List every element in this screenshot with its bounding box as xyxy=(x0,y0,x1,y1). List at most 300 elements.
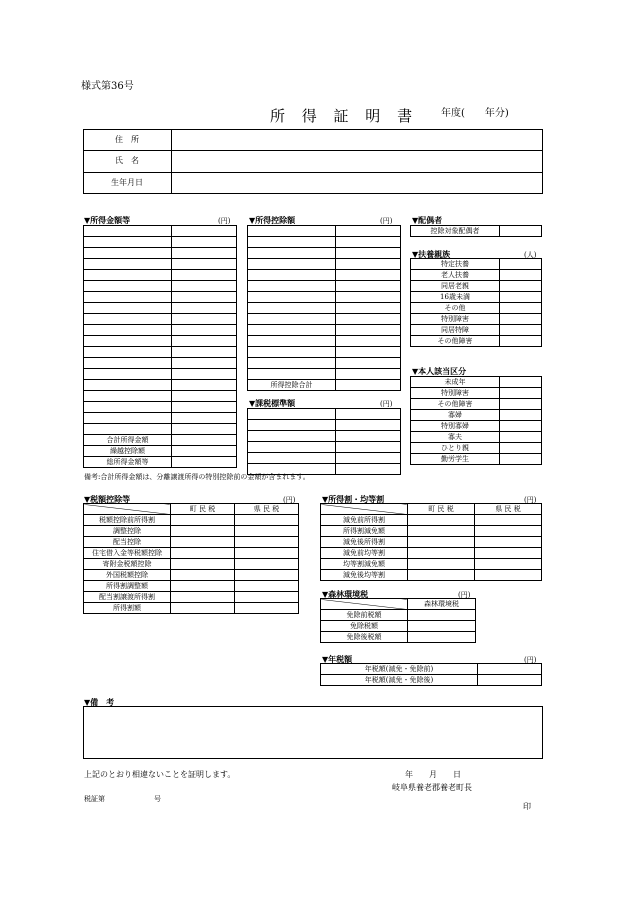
self-category-label: 未成年 xyxy=(411,377,500,388)
taxable-item-cell[interactable] xyxy=(248,431,336,442)
self-category-value-cell[interactable] xyxy=(500,388,542,399)
deduction-item-cell[interactable] xyxy=(248,314,336,325)
income-row xyxy=(84,259,237,270)
forest-value-cell[interactable] xyxy=(408,610,476,621)
tax-deduction-row xyxy=(84,570,299,581)
income-amount-cell[interactable] xyxy=(172,259,237,270)
income-per-capita-row xyxy=(321,548,542,559)
deduction-item-cell[interactable] xyxy=(248,237,336,248)
income-amount-cell[interactable] xyxy=(172,292,237,303)
tax-deduction-label: 配当割譲渡所得割 xyxy=(84,592,171,603)
deduction-amount-cell[interactable] xyxy=(336,237,401,248)
deduction-amount-cell[interactable] xyxy=(336,226,401,237)
self-category-value-cell[interactable] xyxy=(500,443,542,454)
address-label: 住 所 xyxy=(115,135,139,144)
deduction-item-cell[interactable] xyxy=(248,325,336,336)
income-amount-cell[interactable] xyxy=(172,402,237,413)
deduction-amount-cell[interactable] xyxy=(336,325,401,336)
dependents-row xyxy=(411,292,542,303)
self-category-table xyxy=(410,376,542,465)
dependents-unit: (人) xyxy=(524,251,537,259)
income-footer-label: 合計所得金額 xyxy=(84,435,172,446)
dependents-row xyxy=(411,325,542,336)
tax-deduction-value-cell[interactable] xyxy=(235,526,299,537)
income-row xyxy=(84,336,237,347)
annual-label: 年税額(減免・免除後) xyxy=(321,675,478,686)
spouse-value[interactable] xyxy=(500,226,542,237)
income-item-cell[interactable] xyxy=(84,402,172,413)
tax-deduction-value-cell[interactable] xyxy=(235,548,299,559)
dependents-row xyxy=(411,259,542,270)
page-title: 所 得 証 明 書 xyxy=(270,107,419,125)
deduction-item-cell[interactable] xyxy=(248,358,336,369)
dependents-value-cell[interactable] xyxy=(500,325,542,336)
deduction-row xyxy=(248,237,401,248)
taxable-amount-cell[interactable] xyxy=(336,453,401,464)
date-label: 年 月 日 xyxy=(405,770,461,779)
income-amount-cell[interactable] xyxy=(172,347,237,358)
annual-label: 年税額(減免・免除前) xyxy=(321,664,478,675)
deduction-amount-cell[interactable] xyxy=(336,281,401,292)
deduction-amount-cell[interactable] xyxy=(336,369,401,380)
tax-deduction-value-cell[interactable] xyxy=(235,570,299,581)
deduction-row xyxy=(248,380,401,391)
tax-deduction-value-cell[interactable] xyxy=(171,526,235,537)
income-item-cell[interactable] xyxy=(84,314,172,325)
tax-deduction-row xyxy=(84,581,299,592)
issuer-name: 岐阜県養老郡養老町長 xyxy=(392,783,472,792)
income-amount-cell[interactable] xyxy=(172,446,237,457)
income-item-cell[interactable] xyxy=(84,424,172,435)
forest-header-row xyxy=(321,599,476,610)
deduction-row xyxy=(248,358,401,369)
income-amount-cell[interactable] xyxy=(172,226,237,237)
deduction-row xyxy=(248,226,401,237)
forest-value-cell[interactable] xyxy=(408,621,476,632)
deduction-amount-cell[interactable] xyxy=(336,347,401,358)
deduction-amount-cell[interactable] xyxy=(336,259,401,270)
taxable-header: ▼課税標準額 xyxy=(249,398,296,408)
deduction-item-cell[interactable] xyxy=(248,248,336,259)
tax-deduction-value-cell[interactable] xyxy=(171,537,235,548)
income-amount-cell[interactable] xyxy=(172,281,237,292)
income-row xyxy=(84,380,237,391)
income-amount-cell[interactable] xyxy=(172,358,237,369)
tax-deduction-value-cell[interactable] xyxy=(171,548,235,559)
income-item-cell[interactable] xyxy=(84,391,172,402)
forest-row xyxy=(321,610,476,621)
income-footer-label: 総所得金額等 xyxy=(84,457,172,468)
self-category-label: 寡婦 xyxy=(411,410,500,421)
dependents-table xyxy=(410,258,542,347)
income-amount-cell[interactable] xyxy=(172,391,237,402)
income-per-capita-value-cell[interactable] xyxy=(475,559,542,570)
taxable-unit: (円) xyxy=(380,400,393,408)
deduction-amount-cell[interactable] xyxy=(336,303,401,314)
taxable-amount-cell[interactable] xyxy=(336,420,401,431)
deduction-total-label: 所得控除合計 xyxy=(248,380,336,391)
deduction-row xyxy=(248,303,401,314)
self-category-row xyxy=(411,432,542,443)
income-amount-cell[interactable] xyxy=(172,380,237,391)
taxable-item-cell[interactable] xyxy=(248,464,336,475)
taxable-amount-cell[interactable] xyxy=(336,442,401,453)
dependents-value-cell[interactable] xyxy=(500,303,542,314)
forest-value-cell[interactable] xyxy=(408,632,476,643)
income-per-capita-value-cell[interactable] xyxy=(408,526,475,537)
dependents-value-cell[interactable] xyxy=(500,281,542,292)
form-number: 様式第36号 xyxy=(81,81,134,92)
income-per-capita-value-cell[interactable] xyxy=(475,515,542,526)
income-item-cell[interactable] xyxy=(84,281,172,292)
taxable-amount-cell[interactable] xyxy=(336,431,401,442)
income-item-cell[interactable] xyxy=(84,259,172,270)
tax-deduction-label: 税額控除前所得割 xyxy=(84,515,171,526)
income-per-capita-value-cell[interactable] xyxy=(408,559,475,570)
tax-deduction-row xyxy=(84,515,299,526)
income-unit: (円) xyxy=(218,217,231,225)
income-row xyxy=(84,358,237,369)
remarks-header: ▼備 考 xyxy=(84,697,115,707)
taxable-amount-cell[interactable] xyxy=(336,464,401,475)
income-amount-cell[interactable] xyxy=(172,424,237,435)
taxable-row xyxy=(248,453,401,464)
dependents-value-cell[interactable] xyxy=(500,314,542,325)
self-category-row xyxy=(411,388,542,399)
deduction-amount-cell[interactable] xyxy=(336,292,401,303)
tax-deduction-unit: (円) xyxy=(283,496,296,504)
self-category-row xyxy=(411,421,542,432)
tax-deduction-value-cell[interactable] xyxy=(235,592,299,603)
income-row xyxy=(84,435,237,446)
income-per-capita-row xyxy=(321,537,542,548)
income-amount-cell[interactable] xyxy=(172,270,237,281)
income-row xyxy=(84,347,237,358)
income-row xyxy=(84,237,237,248)
tax-deduction-row xyxy=(84,592,299,603)
income-row xyxy=(84,457,237,468)
self-category-value-cell[interactable] xyxy=(500,421,542,432)
tax-deduction-table xyxy=(83,503,299,614)
income-per-capita-label: 減免前所得割 xyxy=(321,515,408,526)
deduction-total-cell[interactable] xyxy=(336,380,401,391)
self-category-label: ひとり親 xyxy=(411,443,500,454)
income-per-capita-unit: (円) xyxy=(524,496,537,504)
deduction-header: ▼所得控除額 xyxy=(249,215,296,225)
tax-deduction-value-cell[interactable] xyxy=(171,603,235,614)
income-item-cell[interactable] xyxy=(84,292,172,303)
dependents-label: その他障害 xyxy=(411,336,500,347)
income-row xyxy=(84,413,237,424)
dependents-label: その他 xyxy=(411,303,500,314)
income-row xyxy=(84,303,237,314)
dependents-value-cell[interactable] xyxy=(500,292,542,303)
income-per-capita-corner-cell xyxy=(321,504,408,515)
deduction-row xyxy=(248,248,401,259)
deduction-amount-cell[interactable] xyxy=(336,314,401,325)
self-category-value-cell[interactable] xyxy=(500,410,542,421)
income-per-capita-value-cell[interactable] xyxy=(475,526,542,537)
deduction-row xyxy=(248,325,401,336)
self-category-label: 寡夫 xyxy=(411,432,500,443)
taxable-item-cell[interactable] xyxy=(248,409,336,420)
taxable-row xyxy=(248,409,401,420)
dependents-row xyxy=(411,336,542,347)
income-per-capita-column-header: 県 民 税 xyxy=(475,504,542,515)
income-per-capita-value-cell[interactable] xyxy=(475,548,542,559)
income-row xyxy=(84,314,237,325)
self-category-value-cell[interactable] xyxy=(500,432,542,443)
tax-deduction-label: 調整控除 xyxy=(84,526,171,537)
income-row xyxy=(84,369,237,380)
forest-row xyxy=(321,621,476,632)
income-row xyxy=(84,270,237,281)
annual-header: ▼年税額 xyxy=(322,654,353,664)
income-item-cell[interactable] xyxy=(84,270,172,281)
income-per-capita-label: 減免後所得割 xyxy=(321,537,408,548)
deduction-row xyxy=(248,259,401,270)
income-amount-cell[interactable] xyxy=(172,237,237,248)
seal-mark: 印 xyxy=(523,802,531,811)
dependents-value-cell[interactable] xyxy=(500,270,542,281)
deduction-row xyxy=(248,336,401,347)
tax-deduction-value-cell[interactable] xyxy=(171,581,235,592)
tax-deduction-label: 所得割額 xyxy=(84,603,171,614)
tax-deduction-value-cell[interactable] xyxy=(171,592,235,603)
dependents-label: 特定扶養 xyxy=(411,259,500,270)
income-row xyxy=(84,248,237,259)
deduction-row xyxy=(248,281,401,292)
deduction-table xyxy=(247,225,401,391)
income-item-cell[interactable] xyxy=(84,303,172,314)
spouse-header: ▼配偶者 xyxy=(412,215,443,225)
birthdate-label: 生年月日 xyxy=(111,178,143,187)
income-item-cell[interactable] xyxy=(84,248,172,259)
tax-deduction-header-row xyxy=(84,504,299,515)
annual-value-cell[interactable] xyxy=(478,664,542,675)
taxable-row xyxy=(248,442,401,453)
deduction-row xyxy=(248,292,401,303)
tax-deduction-row xyxy=(84,548,299,559)
self-category-label: 特別障害 xyxy=(411,388,500,399)
deduction-row xyxy=(248,369,401,380)
forest-row xyxy=(321,632,476,643)
income-per-capita-value-cell[interactable] xyxy=(408,548,475,559)
income-table xyxy=(83,225,237,468)
tax-deduction-corner-cell xyxy=(84,504,171,515)
deduction-item-cell[interactable] xyxy=(248,303,336,314)
taxable-table xyxy=(247,408,401,475)
income-per-capita-row xyxy=(321,570,542,581)
forest-corner-cell xyxy=(321,599,408,610)
taxable-row xyxy=(248,420,401,431)
spouse-label: 控除対象配偶者 xyxy=(411,226,500,237)
income-per-capita-value-cell[interactable] xyxy=(475,537,542,548)
forest-label: 免除前税額 xyxy=(321,610,408,621)
income-item-cell[interactable] xyxy=(84,358,172,369)
forest-label: 免除後税額 xyxy=(321,632,408,643)
income-per-capita-row xyxy=(321,559,542,570)
income-amount-cell[interactable] xyxy=(172,336,237,347)
dependents-label: 老人扶養 xyxy=(411,270,500,281)
tax-deduction-value-cell[interactable] xyxy=(235,603,299,614)
deduction-item-cell[interactable] xyxy=(248,226,336,237)
taxable-row xyxy=(248,431,401,442)
dependents-value-cell[interactable] xyxy=(500,259,542,270)
deduction-amount-cell[interactable] xyxy=(336,248,401,259)
income-per-capita-column-header: 町 民 税 xyxy=(408,504,475,515)
deduction-item-cell[interactable] xyxy=(248,347,336,358)
income-amount-cell[interactable] xyxy=(172,413,237,424)
deduction-item-cell[interactable] xyxy=(248,281,336,292)
income-amount-cell[interactable] xyxy=(172,457,237,468)
annual-value-cell[interactable] xyxy=(478,675,542,686)
income-row xyxy=(84,281,237,292)
income-header: ▼所得金額等 xyxy=(84,215,131,225)
address-field[interactable] xyxy=(172,130,541,149)
income-item-cell[interactable] xyxy=(84,369,172,380)
income-per-capita-table xyxy=(320,503,542,581)
tax-deduction-row xyxy=(84,537,299,548)
income-row xyxy=(84,391,237,402)
deduction-item-cell[interactable] xyxy=(248,292,336,303)
dependents-row xyxy=(411,314,542,325)
self-category-value-cell[interactable] xyxy=(500,399,542,410)
dependents-row xyxy=(411,303,542,314)
dependents-label: 特別障害 xyxy=(411,314,500,325)
taxable-item-cell[interactable] xyxy=(248,442,336,453)
self-category-header: ▼本人該当区分 xyxy=(412,366,467,376)
deduction-item-cell[interactable] xyxy=(248,270,336,281)
self-category-value-cell[interactable] xyxy=(500,454,542,465)
dependents-value-cell[interactable] xyxy=(500,336,542,347)
income-item-cell[interactable] xyxy=(84,226,172,237)
income-per-capita-value-cell[interactable] xyxy=(408,515,475,526)
self-category-label: 勤労学生 xyxy=(411,454,500,465)
income-per-capita-label: 減免後均等割 xyxy=(321,570,408,581)
spouse-table xyxy=(410,225,542,237)
deduction-row xyxy=(248,270,401,281)
income-item-cell[interactable] xyxy=(84,237,172,248)
forest-column-header: 森林環境税 xyxy=(408,599,476,610)
certify-text: 上記のとおり相違ないことを証明します。 xyxy=(84,770,236,779)
income-per-capita-label: 均等割減免額 xyxy=(321,559,408,570)
tax-deduction-label: 外国税額控除 xyxy=(84,570,171,581)
income-item-cell[interactable] xyxy=(84,380,172,391)
deduction-amount-cell[interactable] xyxy=(336,336,401,347)
deduction-unit: (円) xyxy=(380,217,393,225)
taxable-item-cell[interactable] xyxy=(248,420,336,431)
forest-header: ▼森林環境税 xyxy=(322,589,369,599)
name-field[interactable] xyxy=(172,151,541,171)
deduction-amount-cell[interactable] xyxy=(336,270,401,281)
dependents-row xyxy=(411,281,542,292)
dependents-header: ▼扶養親族 xyxy=(412,249,451,259)
income-per-capita-row xyxy=(321,526,542,537)
income-amount-cell[interactable] xyxy=(172,435,237,446)
cert-number: 税証第 号 xyxy=(84,795,161,803)
income-per-capita-header: ▼所得割・均等割 xyxy=(322,494,385,504)
dependents-label: 同居特障 xyxy=(411,325,500,336)
self-category-row xyxy=(411,443,542,454)
income-per-capita-label: 所得割減免額 xyxy=(321,526,408,537)
income-amount-cell[interactable] xyxy=(172,369,237,380)
dependents-label: 同居老親 xyxy=(411,281,500,292)
tax-deduction-label: 所得割調整額 xyxy=(84,581,171,592)
tax-deduction-value-cell[interactable] xyxy=(235,515,299,526)
forest-table xyxy=(320,598,476,643)
tax-deduction-value-cell[interactable] xyxy=(171,515,235,526)
self-category-row xyxy=(411,377,542,388)
income-per-capita-row xyxy=(321,515,542,526)
income-row xyxy=(84,292,237,303)
income-item-cell[interactable] xyxy=(84,325,172,336)
tax-deduction-header: ▼税額控除等 xyxy=(84,494,131,504)
self-category-label: 特別寡婦 xyxy=(411,421,500,432)
self-category-row xyxy=(411,454,542,465)
income-amount-cell[interactable] xyxy=(172,303,237,314)
year-label: 年度( 年分) xyxy=(441,108,509,119)
income-row xyxy=(84,402,237,413)
tax-deduction-label: 住宅借入金等税額控除 xyxy=(84,548,171,559)
forest-label: 免除税額 xyxy=(321,621,408,632)
remarks-box[interactable] xyxy=(83,706,543,759)
tax-deduction-value-cell[interactable] xyxy=(235,537,299,548)
dependents-row xyxy=(411,270,542,281)
tax-deduction-value-cell[interactable] xyxy=(171,570,235,581)
dependents-label: 16歳未満 xyxy=(411,292,500,303)
birthdate-field[interactable] xyxy=(172,173,541,193)
tax-deduction-row xyxy=(84,603,299,614)
tax-deduction-row xyxy=(84,559,299,570)
income-amount-cell[interactable] xyxy=(172,248,237,259)
income-amount-cell[interactable] xyxy=(172,325,237,336)
taxable-item-cell[interactable] xyxy=(248,453,336,464)
income-item-cell[interactable] xyxy=(84,413,172,424)
self-category-row xyxy=(411,410,542,421)
self-category-value-cell[interactable] xyxy=(500,377,542,388)
tax-deduction-label: 寄附金税額控除 xyxy=(84,559,171,570)
deduction-amount-cell[interactable] xyxy=(336,358,401,369)
income-per-capita-label: 減免前均等割 xyxy=(321,548,408,559)
income-per-capita-value-cell[interactable] xyxy=(475,570,542,581)
income-amount-cell[interactable] xyxy=(172,314,237,325)
taxable-row xyxy=(248,464,401,475)
tax-deduction-row xyxy=(84,526,299,537)
tax-deduction-column-header: 町 民 税 xyxy=(171,504,235,515)
income-row xyxy=(84,424,237,435)
deduction-row xyxy=(248,314,401,325)
tax-deduction-value-cell[interactable] xyxy=(171,559,235,570)
income-row xyxy=(84,446,237,457)
income-per-capita-header-row xyxy=(321,504,542,515)
deduction-row xyxy=(248,347,401,358)
income-per-capita-value-cell[interactable] xyxy=(408,537,475,548)
deduction-item-cell[interactable] xyxy=(248,336,336,347)
deduction-item-cell[interactable] xyxy=(248,369,336,380)
income-item-cell[interactable] xyxy=(84,347,172,358)
tax-deduction-value-cell[interactable] xyxy=(235,559,299,570)
tax-deduction-column-header: 県 民 税 xyxy=(235,504,299,515)
annual-row xyxy=(321,675,542,686)
income-item-cell[interactable] xyxy=(84,336,172,347)
tax-deduction-value-cell[interactable] xyxy=(235,581,299,592)
taxable-amount-cell[interactable] xyxy=(336,409,401,420)
income-note: 備考:合計所得金額は、分離譲渡所得の特別控除前の金額が含まれます。 xyxy=(84,473,310,481)
income-per-capita-value-cell[interactable] xyxy=(408,570,475,581)
deduction-item-cell[interactable] xyxy=(248,259,336,270)
name-label: 氏 名 xyxy=(115,156,139,165)
